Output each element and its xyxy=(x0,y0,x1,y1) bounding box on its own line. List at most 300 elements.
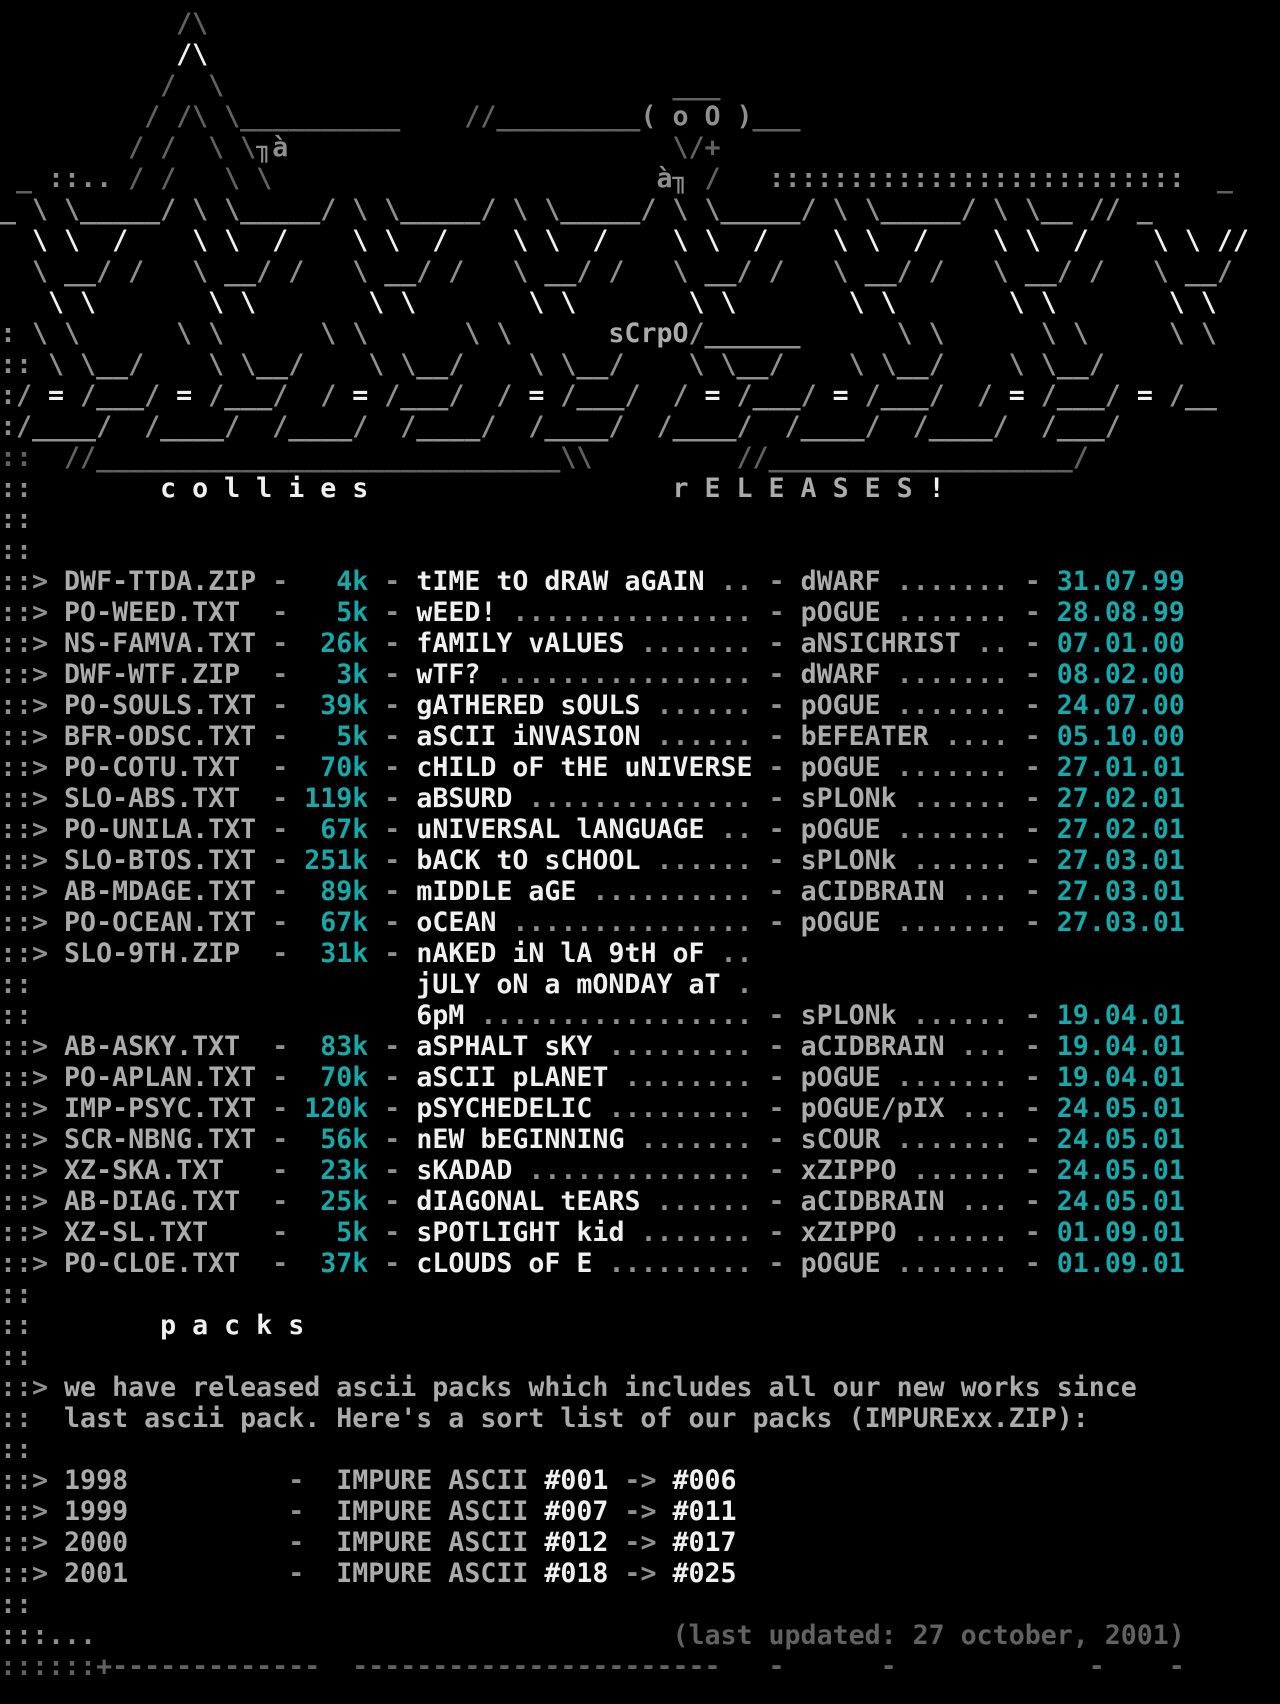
ascii-art-segment: _ xyxy=(0,163,49,194)
separator: - xyxy=(752,1093,801,1124)
row-marker: ::> xyxy=(0,845,65,876)
separator: - xyxy=(128,1558,337,1589)
file-name: XZ-SL.TXT xyxy=(64,1217,273,1248)
pack-row xyxy=(0,1527,1280,1558)
separator: - xyxy=(272,1031,305,1062)
file-name: SLO-9TH.ZIP xyxy=(64,938,273,969)
file-name: PO-WEED.TXT xyxy=(64,597,273,628)
separator: - xyxy=(752,1217,801,1248)
separator: - xyxy=(752,1062,801,1093)
row-marker: ::> xyxy=(0,1372,65,1403)
release-row xyxy=(0,752,1280,783)
arrow: -> xyxy=(608,1496,673,1527)
bottom-rule-line xyxy=(0,1651,1280,1682)
leader-dots: ...... - xyxy=(896,1000,1057,1031)
release-title: fAMILY vALUES xyxy=(416,628,625,659)
ascii-art-line xyxy=(0,349,1280,380)
release-date: 08.02.00 xyxy=(1056,659,1185,690)
leader-dots: .. xyxy=(704,566,753,597)
separator: - xyxy=(272,876,305,907)
separator: - xyxy=(368,1248,417,1279)
artist-name: pOGUE xyxy=(800,597,881,628)
artist-name: sPLONk xyxy=(800,783,897,814)
leader-dots: ...... xyxy=(640,690,753,721)
ascii-art-segment: / / \ \ xyxy=(112,163,657,194)
file-name: DWF-TTDA.ZIP xyxy=(64,566,273,597)
artist-name: sPLONk xyxy=(800,845,897,876)
artist-name: pOGUE xyxy=(800,907,881,938)
release-row xyxy=(0,783,1280,814)
pack-range-to: #006 xyxy=(672,1465,737,1496)
artist-name: pOGUE xyxy=(800,752,881,783)
separator: - xyxy=(368,907,417,938)
release-date: 24.05.01 xyxy=(1056,1124,1185,1155)
margin-line xyxy=(0,535,1280,566)
release-title: gATHERED sOULS xyxy=(416,690,641,721)
pack-label: IMPURE ASCII xyxy=(336,1558,545,1589)
leader-dots: ... - xyxy=(944,1031,1057,1062)
separator: - xyxy=(368,1093,417,1124)
file-name: DWF-WTF.ZIP xyxy=(64,659,273,690)
pack-year: 2001 xyxy=(64,1558,129,1589)
separator: - xyxy=(128,1527,337,1558)
arrow: -> xyxy=(608,1527,673,1558)
leader-dots: ....... - xyxy=(880,1124,1057,1155)
release-title: cHILD oF tHE uNIVERSE xyxy=(416,752,753,783)
separator: - xyxy=(272,938,305,969)
row-marker: ::> xyxy=(0,1155,65,1186)
release-title: aSPHALT sKY xyxy=(416,1031,593,1062)
separator: - xyxy=(752,814,801,845)
separator: - xyxy=(752,721,801,752)
release-title: oCEAN xyxy=(416,907,497,938)
separator: - xyxy=(368,566,417,597)
separator: - xyxy=(752,1031,801,1062)
ascii-art-segment: /___/ / xyxy=(848,380,1009,411)
margin-line xyxy=(0,504,1280,535)
leader-dots: ...... xyxy=(640,721,753,752)
artist-name: pOGUE xyxy=(800,1248,881,1279)
margin-marker: :: xyxy=(0,535,33,566)
artist-name: pOGUE/pIX xyxy=(800,1093,945,1124)
release-row xyxy=(0,1093,1280,1124)
release-date: 01.09.01 xyxy=(1056,1248,1185,1279)
ascii-art-segment: /______ \ \ \ \ \ \ xyxy=(688,318,1217,349)
leader-dots: . xyxy=(720,969,753,1000)
row-marker: ::> xyxy=(0,597,65,628)
release-row xyxy=(0,1186,1280,1217)
release-row xyxy=(0,907,1280,938)
release-date: 19.04.01 xyxy=(1056,1062,1185,1093)
ascii-art-segment: / / \ \ xyxy=(0,132,257,163)
pack-range-to: #011 xyxy=(672,1496,737,1527)
file-name: SCR-NBNG.TXT xyxy=(64,1124,273,1155)
pack-range-from: #001 xyxy=(544,1465,609,1496)
margin-line xyxy=(0,1279,1280,1310)
pack-range-to: #017 xyxy=(672,1527,737,1558)
release-title: uNIVERSAL lANGUAGE xyxy=(416,814,705,845)
pack-row xyxy=(0,1465,1280,1496)
separator: - xyxy=(368,752,417,783)
leader-dots: ... - xyxy=(944,876,1057,907)
ascii-art-segment: /___/ xyxy=(1024,380,1137,411)
file-size: 70k xyxy=(304,1062,369,1093)
ascii-art-line xyxy=(0,70,1280,101)
release-row xyxy=(0,1217,1280,1248)
ascii-art-segment: /___/ xyxy=(64,380,177,411)
pack-row xyxy=(0,1558,1280,1589)
release-row xyxy=(0,876,1280,907)
row-marker: ::> xyxy=(0,1031,65,1062)
file-size: 37k xyxy=(304,1248,369,1279)
separator: - xyxy=(752,1186,801,1217)
ascii-art-line xyxy=(0,8,1280,39)
section-title-bang: ! xyxy=(928,473,945,504)
separator: - xyxy=(752,783,801,814)
file-name: PO-OCEAN.TXT xyxy=(64,907,273,938)
artist-name: xZIPPO xyxy=(800,1217,897,1248)
separator: - xyxy=(368,1031,417,1062)
leader-dots: ........ xyxy=(608,1062,753,1093)
leader-dots: ......... xyxy=(592,1031,753,1062)
separator: - xyxy=(272,1248,305,1279)
leader-dots: ...... xyxy=(640,845,753,876)
artist-name: aCIDBRAIN xyxy=(800,1031,945,1062)
row-marker: ::> xyxy=(0,659,65,690)
file-name: IMP-PSYC.TXT xyxy=(64,1093,273,1124)
pack-year: 2000 xyxy=(64,1527,129,1558)
leader-dots: ....... xyxy=(624,1124,753,1155)
ascii-art-segment: / \ ___ xyxy=(0,70,721,101)
packs-intro-line xyxy=(0,1403,1280,1434)
ascii-art-segment: ╖à xyxy=(256,132,289,163)
margin-marker: :: xyxy=(0,1434,33,1465)
ascii-art-line xyxy=(0,225,1280,256)
separator: - xyxy=(128,1496,337,1527)
section-title-releases: r E L E A S E S xyxy=(672,473,913,504)
separator: - xyxy=(272,659,305,690)
ascii-art-segment: \ \ / \ \ / \ \ / \ \ / \ \ / \ \ / \ \ / \ \ // xyxy=(0,225,1249,256)
file-size: 39k xyxy=(304,690,369,721)
ascii-art-segment: = xyxy=(832,380,849,411)
separator: - xyxy=(272,1124,305,1155)
leader-dots: .... - xyxy=(928,721,1057,752)
separator: - xyxy=(272,783,305,814)
pack-label: IMPURE ASCII xyxy=(336,1527,545,1558)
file-size: 120k xyxy=(304,1093,369,1124)
packs-intro-text: last ascii pack. Here's a sort list of our packs (IMPURExx.ZIP): xyxy=(64,1403,1089,1434)
separator: - xyxy=(272,845,305,876)
separator: - xyxy=(368,845,417,876)
separator: - xyxy=(368,938,417,969)
file-name: XZ-SKA.TXT xyxy=(64,1155,273,1186)
file-name: SLO-BTOS.TXT xyxy=(64,845,273,876)
margin-line xyxy=(0,1341,1280,1372)
file-name: AB-MDAGE.TXT xyxy=(64,876,273,907)
release-date: 24.05.01 xyxy=(1056,1186,1185,1217)
file-name: AB-ASKY.TXT xyxy=(64,1031,273,1062)
artist-name: dWARF xyxy=(800,659,881,690)
separator: - xyxy=(368,1217,417,1248)
last-updated-line xyxy=(0,1620,1280,1651)
file-size: 26k xyxy=(304,628,369,659)
spacer xyxy=(368,473,672,504)
artist-name: aCIDBRAIN xyxy=(800,876,945,907)
packs-header xyxy=(0,1310,1280,1341)
margin-line xyxy=(0,1434,1280,1465)
leader-dots: ....... - xyxy=(880,659,1057,690)
separator: - xyxy=(368,597,417,628)
row-marker: ::> xyxy=(0,938,65,969)
ascii-art-line xyxy=(0,411,1280,442)
separator: - xyxy=(368,690,417,721)
ascii-art-segment: :: //_____________________________\\ //___________________/ xyxy=(0,442,1089,473)
release-date: 27.02.01 xyxy=(1056,783,1185,814)
pack-year: 1999 xyxy=(64,1496,129,1527)
row-marker: ::> xyxy=(0,1558,65,1589)
release-date: 27.03.01 xyxy=(1056,907,1185,938)
ascii-art-segment: _ \ \_____/ \ \_____/ \ \_____/ \ \_____/ \ \_____/ \ \_____/ \ \__ // _ xyxy=(0,194,1153,225)
release-title: sPOTLIGHT kid xyxy=(416,1217,625,1248)
ascii-art-segment: / xyxy=(688,163,769,194)
leader-dots: ....... - xyxy=(880,752,1057,783)
artist-name: dWARF xyxy=(800,566,881,597)
row-marker: ::> xyxy=(0,1062,65,1093)
separator: - xyxy=(272,752,305,783)
pack-year: 1998 xyxy=(64,1465,129,1496)
leader-dots: .. xyxy=(704,938,753,969)
release-row xyxy=(0,969,1280,1000)
ascii-art-segment: /___/ / xyxy=(368,380,529,411)
file-name: NS-FAMVA.TXT xyxy=(64,628,273,659)
file-size: 5k xyxy=(304,721,369,752)
leader-dots: ............... xyxy=(496,907,753,938)
section-header xyxy=(0,473,1280,504)
row-marker: ::> xyxy=(0,566,65,597)
margin-marker: :: xyxy=(0,1279,33,1310)
file-size: 31k xyxy=(304,938,369,969)
ascii-art-segment: = xyxy=(704,380,721,411)
separator: - xyxy=(752,845,801,876)
artist-name: sCOUR xyxy=(800,1124,881,1155)
ascii-art-segment: sCrpO xyxy=(608,318,689,349)
separator: - xyxy=(272,907,305,938)
ascii-art-segment: = xyxy=(1008,380,1025,411)
artist-name: xZIPPO xyxy=(800,1155,897,1186)
row-marker: ::> xyxy=(0,814,65,845)
margin-marker: :: xyxy=(0,504,33,535)
pack-range-to: #025 xyxy=(672,1558,737,1589)
separator: - xyxy=(272,1093,305,1124)
release-title: aSCII iNVASION xyxy=(416,721,641,752)
leader-dots: .............. xyxy=(512,1155,753,1186)
pack-range-from: #018 xyxy=(544,1558,609,1589)
release-date: 24.05.01 xyxy=(1056,1155,1185,1186)
leader-dots: ....... xyxy=(624,628,753,659)
separator: - xyxy=(752,1000,801,1031)
leader-dots: .. - xyxy=(960,628,1057,659)
release-date: 27.02.01 xyxy=(1056,814,1185,845)
file-name: BFR-ODSC.TXT xyxy=(64,721,273,752)
release-title: cLOUDS oF E xyxy=(416,1248,593,1279)
separator: - xyxy=(272,628,305,659)
release-row xyxy=(0,628,1280,659)
spacer xyxy=(913,473,929,504)
file-size: 70k xyxy=(304,752,369,783)
ascii-art-segment: :/____/ /____/ /____/ /____/ /____/ /____/ /____/ /____/ /___/ xyxy=(0,411,1121,442)
separator: - xyxy=(368,659,417,690)
file-name: PO-SOULS.TXT xyxy=(64,690,273,721)
bottom-rule: ::::::+------------- ----------------------- - - - - xyxy=(0,1651,1185,1682)
pack-row xyxy=(0,1496,1280,1527)
release-row xyxy=(0,845,1280,876)
file-size: 67k xyxy=(304,907,369,938)
release-row xyxy=(0,1155,1280,1186)
packs-intro-line xyxy=(0,1372,1280,1403)
leader-dots: ... - xyxy=(944,1186,1057,1217)
file-name: PO-CLOE.TXT xyxy=(64,1248,273,1279)
ascii-art-segment: \/+ xyxy=(288,132,721,163)
leader-dots: ...... - xyxy=(896,1155,1057,1186)
row-marker: ::> xyxy=(0,907,65,938)
release-date: 27.03.01 xyxy=(1056,845,1185,876)
artist-name: pOGUE xyxy=(800,1062,881,1093)
ascii-art-segment: ___ xyxy=(752,101,801,132)
separator: - xyxy=(368,1186,417,1217)
leader-dots: ......... xyxy=(592,1093,753,1124)
file-name: SLO-ABS.TXT xyxy=(64,783,273,814)
margin-marker: :: xyxy=(0,1310,161,1341)
ascii-art-segment: :: \ \__/ \ \__/ \ \__/ \ \__/ \ \__/ \ \__/ \ \__/ xyxy=(0,349,1105,380)
ascii-art-line xyxy=(0,163,1280,194)
row-marker: ::> xyxy=(0,1527,65,1558)
file-name: PO-APLAN.TXT xyxy=(64,1062,273,1093)
leader-dots: ................. xyxy=(464,1000,753,1031)
release-date: 28.08.99 xyxy=(1056,597,1185,628)
separator: - xyxy=(368,876,417,907)
artist-name: sPLONk xyxy=(800,1000,897,1031)
separator: - xyxy=(752,659,801,690)
artist-name: pOGUE xyxy=(800,814,881,845)
ascii-art-segment: :::::::::::::::::::::::::: xyxy=(768,163,1185,194)
separator: - xyxy=(368,628,417,659)
margin-marker: :: xyxy=(0,1403,65,1434)
leader-dots: ....... - xyxy=(880,1062,1057,1093)
separator: - xyxy=(368,1155,417,1186)
release-title: sKADAD xyxy=(416,1155,513,1186)
separator: - xyxy=(368,1124,417,1155)
file-name: AB-DIAG.TXT xyxy=(64,1186,273,1217)
release-title: jULY oN a mONDAY aT xyxy=(416,969,721,1000)
pack-label: IMPURE ASCII xyxy=(336,1465,545,1496)
release-date: 24.07.00 xyxy=(1056,690,1185,721)
release-row xyxy=(0,659,1280,690)
release-row xyxy=(0,938,1280,969)
leader-dots: ....... - xyxy=(880,814,1057,845)
release-row xyxy=(0,566,1280,597)
leader-dots: .. xyxy=(704,814,753,845)
release-title: wTF? xyxy=(416,659,481,690)
separator: - xyxy=(752,1155,801,1186)
artist-name: aNSICHRIST xyxy=(800,628,961,659)
row-marker: ::> xyxy=(0,1217,65,1248)
row-marker: ::> xyxy=(0,1093,65,1124)
arrow: -> xyxy=(608,1558,673,1589)
release-title: dIAGONAL tEARS xyxy=(416,1186,641,1217)
row-marker: ::> xyxy=(0,721,65,752)
artist-name: pOGUE xyxy=(800,690,881,721)
row-marker: ::> xyxy=(0,783,65,814)
artist-name: bEFEATER xyxy=(800,721,929,752)
file-size: 251k xyxy=(304,845,369,876)
separator: - xyxy=(752,1248,801,1279)
ascii-art-line xyxy=(0,256,1280,287)
separator: - xyxy=(368,1062,417,1093)
release-date: 24.05.01 xyxy=(1056,1093,1185,1124)
release-title: bACK tO sCHOOL xyxy=(416,845,641,876)
artist-name: aCIDBRAIN xyxy=(800,1186,945,1217)
ascii-art-line xyxy=(0,380,1280,411)
leader-dots: ...... - xyxy=(896,1217,1057,1248)
leader-dots: ....... - xyxy=(880,1248,1057,1279)
file-size: 67k xyxy=(304,814,369,845)
separator: - xyxy=(368,783,417,814)
section-title-packs: p a c k s xyxy=(160,1310,305,1341)
release-row xyxy=(0,1062,1280,1093)
ascii-art-segment: \ __/ / \ __/ / \ __/ / \ __/ / \ __/ / \ __/ / \ __/ / \ __/ xyxy=(0,256,1233,287)
section-title-collies: c o l l i e s xyxy=(160,473,369,504)
row-marker: ::> xyxy=(0,628,65,659)
last-updated: (last updated: 27 october, 2001) xyxy=(96,1620,1185,1651)
file-size: 5k xyxy=(304,597,369,628)
release-row xyxy=(0,721,1280,752)
leader-dots: ....... xyxy=(624,1217,753,1248)
leader-dots: ... - xyxy=(944,1093,1057,1124)
row-marker: :: xyxy=(0,1000,417,1031)
release-title: mIDDLE aGE xyxy=(416,876,577,907)
leader-dots: .............. xyxy=(512,783,753,814)
leader-dots: ......... xyxy=(592,1248,753,1279)
separator: - xyxy=(272,721,305,752)
leader-dots: ...... - xyxy=(896,845,1057,876)
file-size: 4k xyxy=(304,566,369,597)
row-marker: ::> xyxy=(0,690,65,721)
release-title: 6pM xyxy=(416,1000,465,1031)
separator: - xyxy=(272,597,305,628)
file-name: PO-COTU.TXT xyxy=(64,752,273,783)
margin-marker: :: xyxy=(0,1589,33,1620)
release-row xyxy=(0,814,1280,845)
ascii-art-segment: ( o O ) xyxy=(640,101,753,132)
ascii-art-segment: /___/ xyxy=(720,380,833,411)
leader-dots: ....... - xyxy=(880,907,1057,938)
release-date: 01.09.01 xyxy=(1056,1217,1185,1248)
ascii-art-segment: = xyxy=(176,380,193,411)
separator: - xyxy=(272,690,305,721)
ascii-art-segment: / /\ \__________ //_________ xyxy=(0,101,641,132)
release-row xyxy=(0,690,1280,721)
leader-dots: ...... xyxy=(640,1186,753,1217)
ascii-art-segment: = xyxy=(352,380,369,411)
separator: - xyxy=(752,876,801,907)
ascii-art-segment: = xyxy=(528,380,545,411)
ascii-art-segment: \ \ \ \ \ \ \ \ \ \ \ \ \ \ \ \ xyxy=(0,287,1217,318)
ascii-art-line xyxy=(0,132,1280,163)
release-title: aSCII pLANET xyxy=(416,1062,609,1093)
row-marker: ::> xyxy=(0,876,65,907)
ascii-art-line xyxy=(0,39,1280,70)
separator: - xyxy=(272,814,305,845)
